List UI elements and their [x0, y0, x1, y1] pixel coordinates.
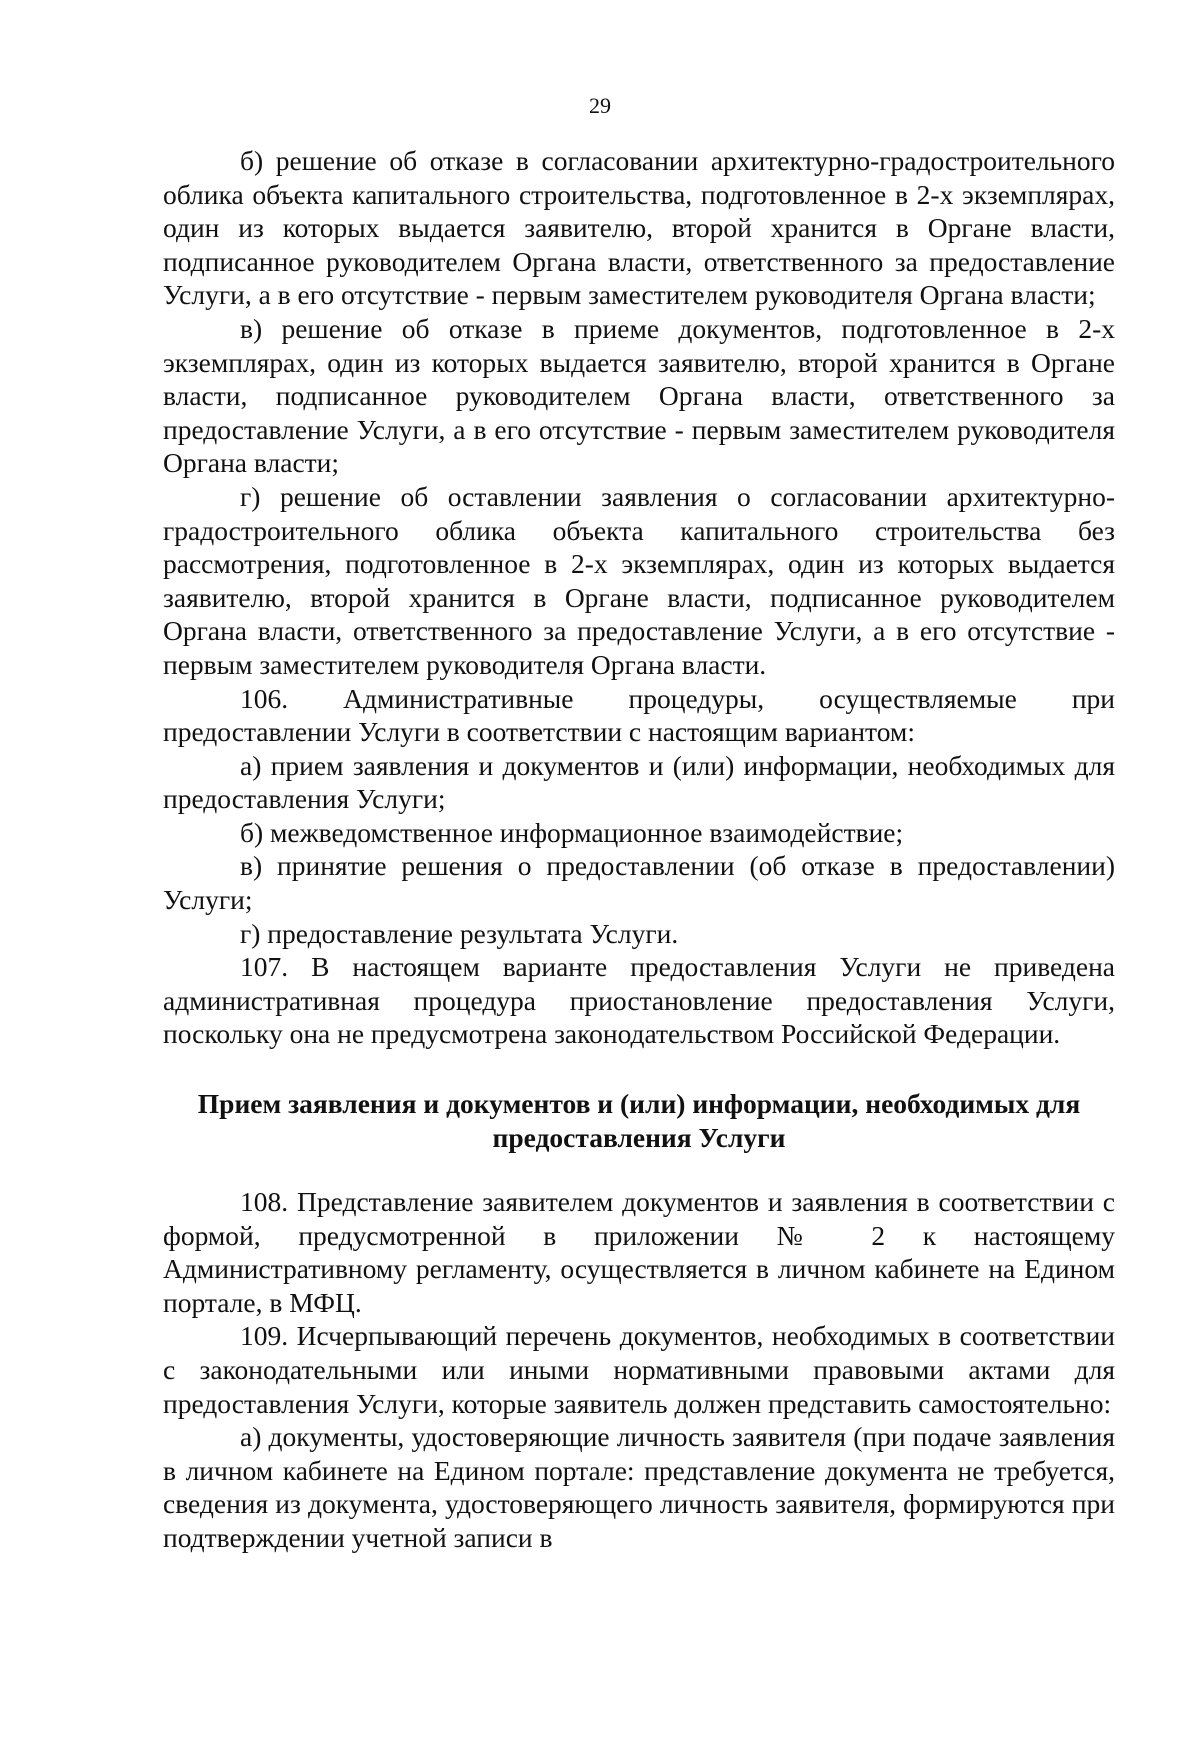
- paragraph-108: 108. Представление заявителем документов и заявления в соответствии с формой, предусмотренной в приложении № 2 к настоящему Административному регламенту, осуществляется в личном кабинете на Едином портале, в МФЦ.: [163, 1186, 1115, 1318]
- paragraph-106-item-a: а) прием заявления и документов и (или) информации, необходимых для предоставления Услуги;: [163, 749, 1115, 815]
- paragraph-item-b-refusal-approval: б) решение об отказе в согласовании архитектурно-градостроительного облика объекта капитального строительства, подготовленное в 2-х экземплярах, один из которых выдается заявителю, второй хранится в Органе власти, подписанное руководителем Органа власти, ответственного за предоставление Услуги, а в его отсутствие - первым заместителем руководителя Органа власти;: [163, 145, 1115, 311]
- paragraph-106-item-v: в) принятие решения о предоставлении (об отказе в предоставлении) Услуги;: [163, 850, 1115, 916]
- paragraph-107: 107. В настоящем варианте предоставления Услуги не приведена административная процедура приостановление предоставления Услуги, поскольку она не предусмотрена законодательством Российской Федерации.: [163, 951, 1115, 1050]
- paragraph-106-item-b: б) межведомственное информационное взаимодействие;: [240, 816, 904, 848]
- document-body: [163, 144, 1115, 1555]
- paragraph-106-item-g: г) предоставление результата Услуги.: [240, 917, 679, 949]
- paragraph-item-g-leave-without-consideration: г) решение об оставлении заявления о согласовании архитектурно-градостроительного облика объекта капитального строительства без рассмотрения, подготовленное в 2-х экземплярах, один из которых выдается заявителю, второй хранится в Органе власти, подписанное руководителем Органа власти, ответственного за предоставление Услуги, а в его отсутствие - первым заместителем руководителя Органа власти.: [163, 480, 1115, 680]
- section-heading: Прием заявления и документов и (или) информации, необходимых для предоставления Услуги: [197, 1088, 1081, 1154]
- page-number: 29: [589, 93, 611, 118]
- paragraph-109-item-a: а) документы, удостоверяющие личность заявителя (при подаче заявления в личном кабинете на Едином портале: представление документа не требуется, сведения из документа, удостоверяющего личность заявителя, формируются при подтверждении учетной записи в: [163, 1421, 1115, 1553]
- paragraph-106: 106. Административные процедуры, осуществляемые при предоставлении Услуги в соответствии с настоящим вариантом:: [163, 682, 1115, 748]
- paragraph-109: 109. Исчерпывающий перечень документов, необходимых в соответствии с законодательными или иными нормативными правовыми актами для предоставления Услуги, которые заявитель должен представить самостоятельно:: [163, 1320, 1115, 1419]
- paragraph-item-v-refusal-documents: в) решение об отказе в приеме документов, подготовленное в 2-х экземплярах, один из которых выдается заявителю, второй хранится в Органе власти, подписанное руководителем Органа власти, ответственного за предоставление Услуги, а в его отсутствие - первым заместителем руководителя Органа власти;: [163, 312, 1115, 479]
